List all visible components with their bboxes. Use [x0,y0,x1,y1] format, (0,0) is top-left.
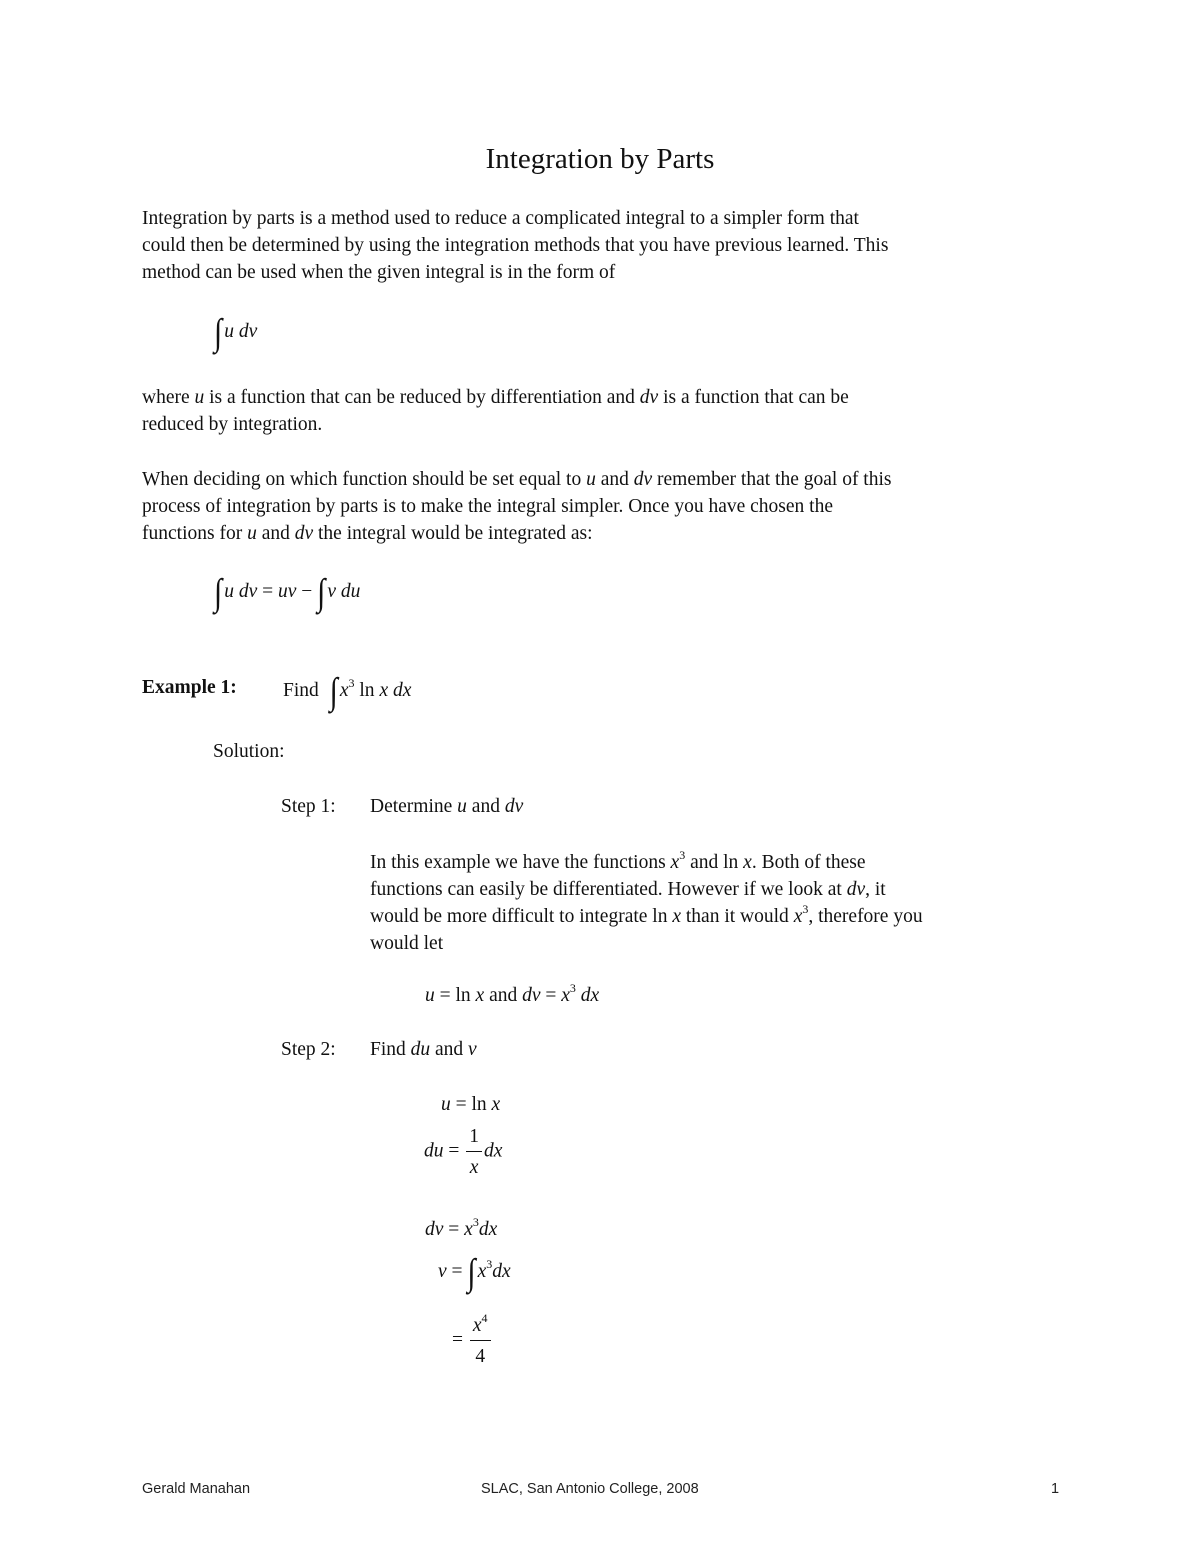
step2-eq-v: v = ∫ $x^3dx$ [438,1251,511,1293]
integral-sign: ∫ [214,311,223,353]
deciding-paragraph [142,466,1062,547]
example-label: Example 1: [142,677,237,698]
intro-line: method can be used when the given integral is in the form of [142,262,616,283]
step1-line: would be more difficult to integrate ln x than it would $x^3$, therefore you [370,902,923,927]
deciding-line: When deciding on which function should be set equal to u and dv remember that the goal of this [142,469,892,490]
step1-formula: u = ln x and dv = $x^3$ dx [425,981,600,1006]
step1-title: Determine u and dv [370,796,524,817]
step1-line: would let [370,933,444,954]
example-problem: Find ∫ $x^3$ ln x dx [283,670,412,712]
formula-integration-by-parts: ∫ u dv = uv − ∫ v du [214,571,361,613]
step1-label: Step 1: [281,796,336,817]
where-line: reduced by integration. [142,414,323,435]
step2-eq-u: u = ln x [441,1094,501,1115]
step1-line: functions can easily be differentiated. However if we look at dv, it [370,879,886,900]
step1-line: In this example we have the functions $x^3$ and ln x. Both of these [370,848,866,873]
footer-center: SLAC, San Antonio College, 2008 [481,1481,699,1497]
fraction: $\frac{1}{x}$ [466,1127,482,1177]
formula-integral-u-dv [214,311,258,353]
footer-page-number: 1 [1051,1481,1060,1497]
integral-sign: ∫ [214,571,223,613]
intro-line: Integration by parts is a method used to reduce a complicated integral to a simpler form that [142,208,859,229]
step2-eq-du: du = $\frac{1}{x}$ dx [424,1126,503,1178]
integral-sign: ∫ [467,1251,476,1293]
integral-sign: ∫ [317,571,326,613]
intro-paragraph [142,205,1062,286]
where-line: where u is a function that can be reduced by differentiation and dv is a function that can be [142,387,849,408]
page-title: Integration by Parts [485,143,715,175]
step2-title: Find du and v [370,1039,477,1060]
formula-integrand: u dv [224,321,258,342]
intro-line: could then be determined by using the integration methods that you have previous learned. This [142,235,889,256]
step2-eq-dv: dv = $x^3dx$ [425,1215,498,1240]
deciding-line: process of integration by parts is to make the integral simpler. Once you have chosen the [142,496,833,517]
step1-paragraph [370,849,923,957]
fraction: $\frac{x^4}{4}$ [470,1316,491,1366]
where-paragraph [142,384,1062,438]
step2-label: Step 2: [281,1039,336,1060]
step2-eq-v-result: = $\frac{x^4}{4}$ [452,1316,493,1366]
solution-label: Solution: [213,741,285,762]
integral-sign: ∫ [329,670,338,712]
deciding-line: functions for u and dv the integral would be integrated as: [142,523,593,544]
footer-author: Gerald Manahan [142,1481,251,1497]
